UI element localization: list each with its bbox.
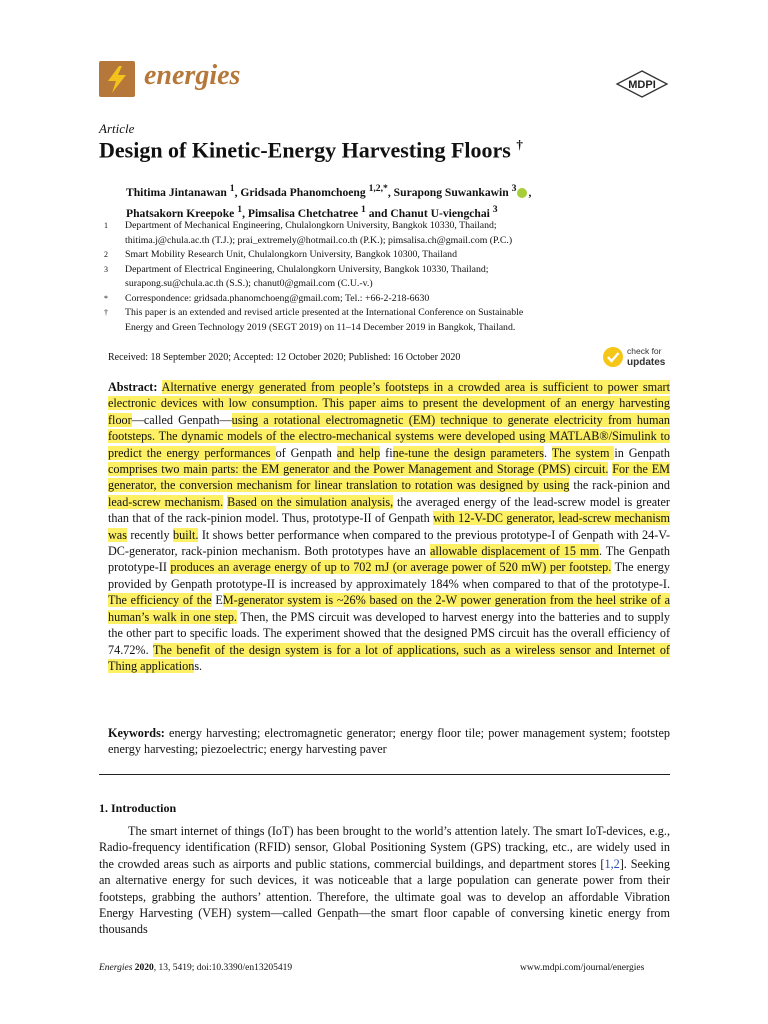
abstract-text: It shows better performance when compared to the previous prototype-I of Genpath with 24-V-DC-generator, rack-pinion mechanism. Both prototypes have an: [108, 527, 670, 559]
paper-title: Design of Kinetic-Energy Harvesting Floors †: [99, 137, 523, 163]
highlighted-text: Based on the simulation analysis,: [227, 494, 394, 509]
abstract: [108, 379, 670, 674]
section-heading: 1. Introduction: [99, 801, 177, 815]
publication-dates: Received: 18 September 2020; Accepted: 12 October 2020; Published: 16 October 2020: [108, 352, 461, 363]
highlighted-text: Alternative energy generated from people’s footsteps in a crowded area is sufficient to power smart electronic devices with low consumption. This paper aims to present the development of an energy harvesting floor: [108, 380, 670, 427]
abstract-text: fi: [380, 445, 393, 460]
abstract-text: in Genpath: [614, 445, 670, 460]
correspondence: * Correspondence: gridsada.phanomchoeng@gmail.com; Tel.: +66-2-218-6630: [104, 292, 430, 304]
svg-text:updates: updates: [627, 357, 666, 368]
abstract-text: of Genpath: [275, 445, 337, 460]
highlighted-text: comprises two main parts: the EM generator and the Power Management and Storage (PMS) circuit.: [108, 462, 609, 477]
highlighted-text: The efficiency of the: [108, 593, 212, 608]
journal-name: energies: [144, 60, 241, 91]
highlighted-text: ne-tune the design parameters: [392, 445, 545, 460]
highlighted-text: built.: [173, 527, 199, 542]
keywords: Keywords: energy harvesting; electromagnetic generator; energy floor tile; power management system; footstep energy harvesting; piezoelectric; energy harvesting paver: [108, 726, 670, 757]
abstract-text: E: [211, 593, 223, 608]
check-for-updates-badge[interactable]: [601, 343, 671, 371]
journal-logo-icon: [99, 61, 135, 97]
affiliation-item: 1 Department of Mechanical Engineering, Chulalongkorn University, Bangkok 10330, Thailand; thitima.j@chula.ac.th (T.J.); prai_extremely@hotmail.co.th (P.K.); pimsalisa.ch@gmail.com (P.C.): [104, 220, 513, 246]
affiliations: [104, 219, 670, 335]
affiliation-item: 2 Smart Mobility Research Unit, Chulalongkorn University, Bangkok 10300, Thailand: [104, 249, 457, 260]
abstract-text: [157, 380, 161, 394]
section-divider: [99, 774, 670, 775]
highlighted-text: using a rotational electromagnetic (EM) technique to generate electricity from human footsteps. The dynamic models of the electro-mechanical systems were developed using MATLAB®/Simulink to predict the energy performances: [108, 412, 670, 460]
abstract-text: recently: [126, 527, 174, 542]
abstract-text: . The Genpath prototype-II: [108, 544, 670, 575]
citation-link[interactable]: 1,2: [604, 856, 620, 871]
abstract-text: s.: [194, 658, 203, 673]
abstract-label: Abstract:: [108, 380, 158, 394]
highlighted-text: For the EM generator, the conversion mechanism for linear translation to rotation was designed by using: [108, 462, 670, 493]
highlighted-text: The benefit of the design system is for a lot of applications, such as a wireless sensor and Internet of Thing application: [108, 642, 670, 673]
abstract-text: the averaged energy of the lead-screw model is greater than that of the rack-pinion model. Thus, prototype-II of Genpath: [108, 494, 670, 526]
svg-text:check for: check for: [627, 346, 662, 356]
highlighted-text: allowable displacement of 15 mm: [429, 544, 599, 559]
author-list: Thitima Jintanawan $^1$, Gridsada Phanomchoeng $^{1,2,*}$, Surapong Suwankawin $^3$ , Phatsakorn Kreepoke $^1$, Pimsalisa Chetchatree $^1$ and Chanut U-viengchai $^3$: [126, 183, 532, 220]
conference-note: † This paper is an extended and revised article presented at the International Conference on Sustainable Energy and Green Technology 2019 (SEGT 2019) on 11–14 December 2019 in Bangkok, Thailand.: [104, 307, 524, 333]
introduction-paragraph: The smart internet of things (IoT) has been brought to the world’s attention lately. The smart IoT-devices, e.g., Radio-frequency identification (RFID) sensor, Global Positioning System (GPS) tracking, etc., are widely used in the crowded areas such as airports and public stations, commercial buildings, and department stores [1,2]. Seeking an alternative energy for such devices, it was noticeable that a large population can generate power from their footsteps, grabbing the authors’ attention. Therefore, the ultimate goal was to develop an affordable Vibration Energy Harvesting (VEH) system—called Genpath—the smart floor capable of conversing kinetic energy from thousands: [99, 824, 670, 937]
highlighted-text: with 12-V-DC generator, lead-screw mechanism was: [108, 511, 670, 542]
highlighted-text: produces an average energy of up to 702 mJ (or average power of 520 mW) per footstep.: [170, 560, 612, 575]
abstract-text: —called Genpath—: [131, 412, 232, 427]
svg-text:MDPI: MDPI: [628, 79, 656, 91]
highlighted-text: M-generator system is ~26% based on the 2-W power generation from the heel strike of a human’s walk in one step.: [108, 593, 670, 624]
abstract-text: The energy provided by Genpath prototype-II is increased by approximately 184% when compared to that of the prototype-I.: [108, 560, 670, 591]
highlighted-text: lead-screw mechanism.: [108, 494, 224, 509]
footer-citation: Energies 2020, 13, 5419; doi:10.3390/en13205419: [99, 963, 293, 973]
article-type: Article: [99, 121, 135, 136]
affiliation-item: 3 Department of Electrical Engineering, Chulalongkorn University, Bangkok 10330, Thailand; surapong.su@chula.ac.th (S.S.); chanut0@gmail.com (C.U.-v.): [104, 263, 489, 289]
abstract-body: [108, 380, 670, 673]
orcid-icon[interactable]: [517, 188, 527, 198]
publisher-logo-icon: [615, 70, 669, 98]
footer-url[interactable]: www.mdpi.com/journal/energies: [520, 963, 645, 973]
abstract-text: the rack-pinion and: [569, 478, 670, 493]
abstract-text: .: [544, 445, 552, 460]
highlighted-text: The system: [551, 445, 615, 460]
highlighted-text: and help: [336, 445, 381, 460]
abstract-text: Then, the PMS circuit was developed to harvest energy into the batteries and to supply the other part to specific loads. The experiment showed that the designed PMS circuit has the overall efficiency of 74.72%.: [108, 609, 670, 657]
